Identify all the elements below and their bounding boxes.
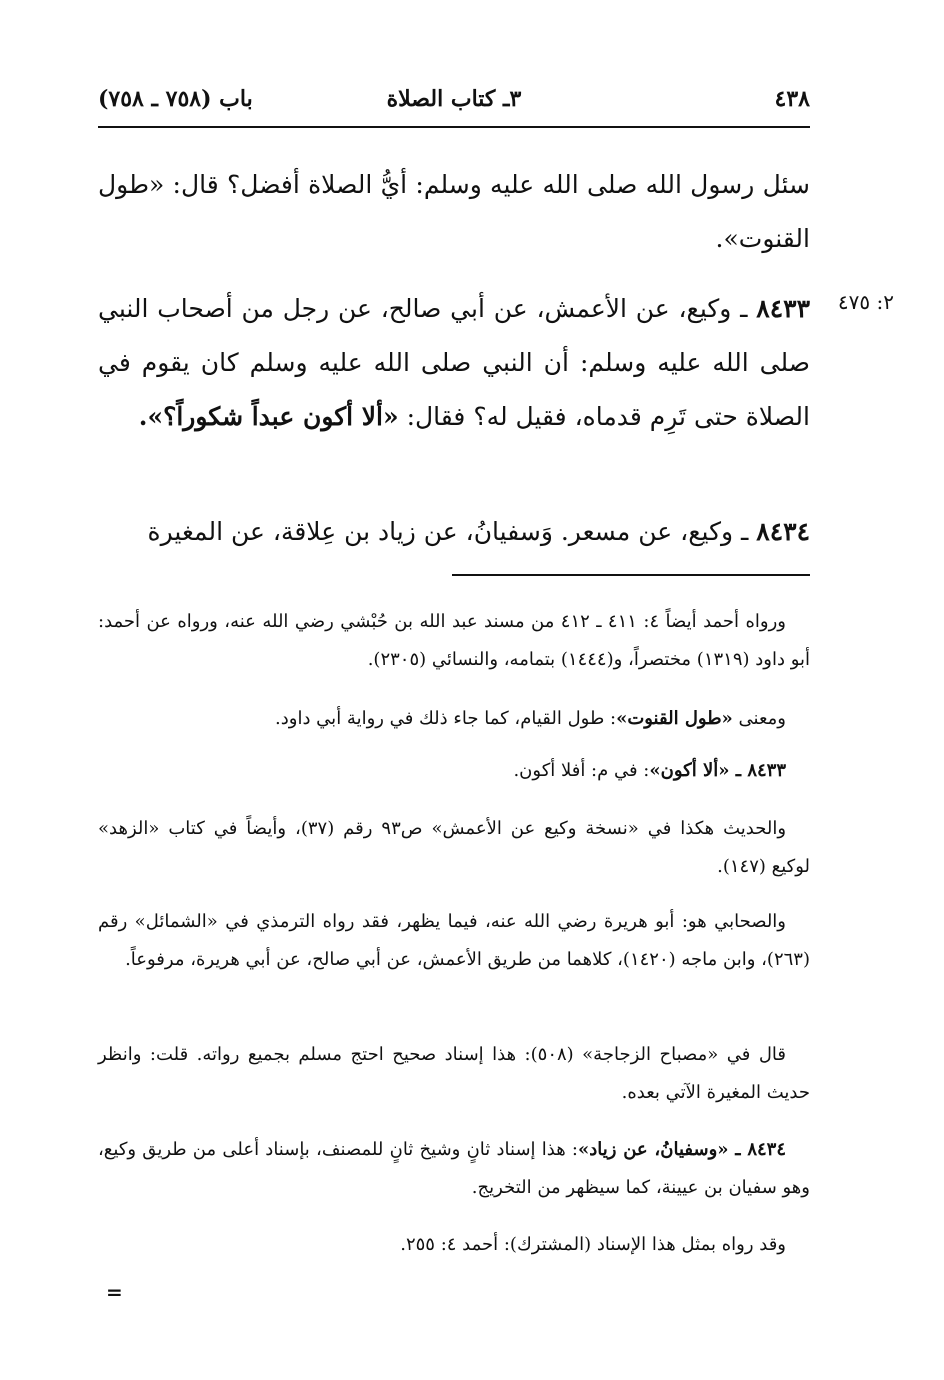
- header-rule: [98, 126, 810, 128]
- hadith-number: ٨٤٣٤: [756, 517, 810, 546]
- book-title: ٣ـ كتاب الصلاة: [386, 86, 522, 112]
- page-number: ٤٣٨: [774, 86, 810, 112]
- footnote-text: وقد رواه بمثل هذا الإسناد (المشترك): أحمد ٤: ٢٥٥.: [400, 1234, 786, 1255]
- footnote-8: [98, 1226, 810, 1264]
- footnote-5: [98, 903, 810, 979]
- continuation-mark: =: [106, 1280, 123, 1304]
- footnote-3: [98, 752, 810, 790]
- section-title: باب (٧٥٨ ـ ٧٥٨): [98, 86, 253, 112]
- margin-reference: ٢: ٤٧٥: [837, 290, 894, 314]
- footnote-6: [98, 1036, 810, 1112]
- hadith-8434: [98, 505, 810, 559]
- footnote-term: ٨٤٣٣ ـ «ألا أكون»: [649, 760, 786, 781]
- page-header: [98, 84, 810, 124]
- footnote-separator: [452, 574, 810, 576]
- footnote-4: [98, 810, 810, 886]
- footnote-term: ٨٤٣٤ ـ «وسفيانُ، عن زياد»: [578, 1139, 786, 1160]
- footnote-text: ورواه أحمد أيضاً ٤: ٤١١ ـ ٤١٢ من مسند عبد الله بن حُبْشي رضي الله عنه، ورواه عن أحمد: أبو داود (١٣١٩) مختصراً، و(١٤٤٤) بتمامه، والنسائي (٢٣٠٥).: [98, 611, 810, 670]
- footnote-text: [98, 1131, 810, 1207]
- footnote-part: ومعنى: [732, 708, 786, 729]
- footnote-text: قال في «مصباح الزجاجة» (٥٠٨): هذا إسناد صحيح احتج مسلم بجميع رواته. قلت: وانظر حديث المغيرة الآتي بعده.: [98, 1044, 810, 1103]
- hadith-8433-paragraph: [98, 282, 810, 444]
- footnote-part: : هذا إسناد ثانٍ وشيخ ثانٍ للمصنف، بإسناد أعلى من طريق وكيع، وهو سفيان بن عيينة، كما سيظهر من التخريج.: [98, 1139, 810, 1198]
- footnote-text: [98, 752, 810, 790]
- hadith-number: ٨٤٣٣: [756, 294, 810, 323]
- footnote-text: [98, 700, 810, 738]
- footnote-2: [98, 700, 810, 738]
- footnote-part: : طول القيام، كما جاء ذلك في رواية أبي داود.: [275, 708, 617, 729]
- footnote-term: «طول القنوت»: [616, 708, 733, 729]
- hadith-8433: [98, 282, 810, 444]
- hadith-text: ـ وكيع، عن الأعمش، عن أبي صالح، عن رجل من أصحاب النبي صلى الله عليه وسلم: أن النبي صلى الله عليه وسلم كان يقوم في الصلاة حتى تَرِم قدماه، فقيل له؟ فقال:: [98, 294, 810, 431]
- footnote-7: [98, 1131, 810, 1207]
- footnote-text: والحديث هكذا في «نسخة وكيع عن الأعمش» ص٩٣ رقم (٣٧)، وأيضاً في كتاب «الزهد» لوكيع (١٤٧).: [98, 818, 810, 877]
- hadith-continuation: سئل رسول الله صلى الله عليه وسلم: أيُّ الصلاة أفضل؟ قال: «طول القنوت».: [98, 170, 810, 253]
- hadith-text: ـ وكيع، عن مسعر. وَسفيانُ، عن زياد بن عِلاقة، عن المغيرة: [147, 517, 757, 546]
- footnote-part: : في م: أفلا أكون.: [513, 760, 650, 781]
- main-paragraph-top: [98, 158, 810, 266]
- hadith-8434-paragraph: [98, 505, 810, 559]
- hadith-quote: «ألا أكون عبداً شكوراً؟».: [138, 402, 399, 431]
- footnote-1: [98, 603, 810, 679]
- footnote-text: والصحابي هو: أبو هريرة رضي الله عنه، فيما يظهر، فقد رواه الترمذي في «الشمائل» رقم (٢٦٣)، وابن ماجه (١٤٢٠)، كلاهما من طريق الأعمش، عن أبي صالح، عن أبي هريرة، مرفوعاً.: [98, 911, 810, 970]
